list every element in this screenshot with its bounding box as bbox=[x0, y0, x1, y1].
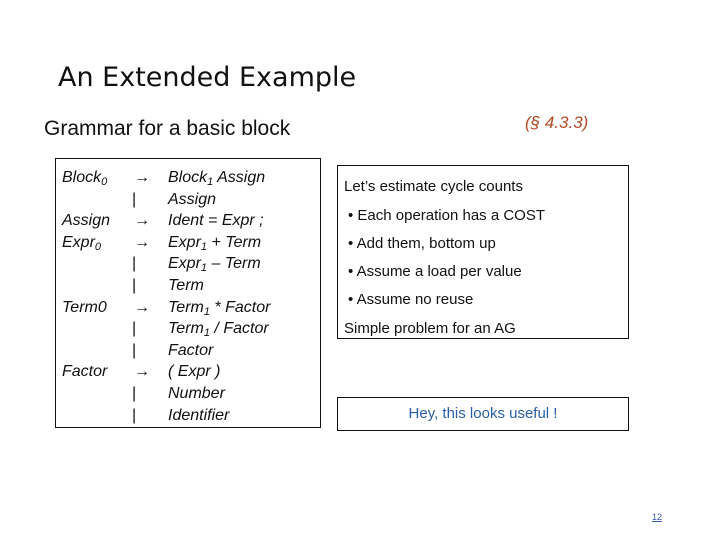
grammar-alternative-bar: | bbox=[132, 255, 137, 273]
grammar-alternative-bar: | bbox=[132, 341, 137, 359]
slide-title: An Extended Example bbox=[58, 62, 357, 93]
cost-bullet: • Add them, bottom up bbox=[348, 235, 496, 252]
grammar-arrow: → bbox=[134, 298, 150, 316]
grammar-arrow: → bbox=[134, 212, 150, 230]
grammar-production: ( Expr ) bbox=[168, 363, 221, 381]
grammar-alternative-bar: | bbox=[132, 277, 137, 294]
grammar-nonterminal: Expr$_0$ bbox=[62, 233, 102, 253]
cost-bullet: • Assume a load per value bbox=[348, 263, 522, 280]
cost-conclusion: Simple problem for an AG bbox=[344, 320, 516, 337]
grammar-alternative-bar: | bbox=[132, 320, 137, 338]
grammar-production: Expr$_1$ + Term bbox=[168, 233, 262, 253]
cost-estimate-box bbox=[337, 165, 629, 339]
grammar-nonterminal: Block$_0$ bbox=[62, 169, 108, 188]
grammar-nonterminal: Factor bbox=[62, 363, 108, 381]
grammar-nonterminal: Assign bbox=[62, 212, 111, 230]
grammar-production: Term$_1$ * Factor bbox=[168, 298, 271, 318]
cost-bullet: • Each operation has a COST bbox=[348, 207, 546, 224]
grammar-production: Factor bbox=[168, 341, 214, 359]
useful-callout-text: Hey, this looks useful ! bbox=[408, 405, 558, 422]
grammar-production: Identifier bbox=[168, 406, 230, 424]
grammar-production: Assign bbox=[168, 190, 217, 208]
grammar-alternative-bar: | bbox=[132, 385, 137, 402]
grammar-box bbox=[55, 158, 321, 428]
grammar-alternative-bar: | bbox=[132, 190, 137, 208]
grammar-production: Ident = Expr ; bbox=[168, 212, 264, 230]
grammar-production: Term bbox=[168, 277, 204, 294]
slide-subtitle: Grammar for a basic block bbox=[44, 117, 291, 140]
grammar-nonterminal: Term0 bbox=[62, 298, 107, 316]
grammar-production: Block$_1$ Assign bbox=[168, 169, 266, 188]
grammar-arrow: → bbox=[134, 169, 150, 186]
grammar-production: Number bbox=[168, 385, 225, 402]
grammar-production: Term$_1$ / Factor bbox=[168, 320, 269, 340]
grammar-arrow: → bbox=[134, 233, 150, 251]
cost-bullet: • Assume no reuse bbox=[348, 291, 474, 308]
grammar-alternative-bar: | bbox=[132, 406, 137, 424]
useful-callout-box bbox=[337, 397, 629, 431]
grammar-arrow: → bbox=[134, 363, 150, 381]
grammar-production: Expr$_1$ – Term bbox=[168, 255, 261, 275]
cost-intro: Let’s estimate cycle counts bbox=[344, 178, 523, 195]
section-reference: (§ 4.3.3) bbox=[525, 113, 589, 132]
page-number[interactable]: 12 bbox=[652, 512, 663, 522]
